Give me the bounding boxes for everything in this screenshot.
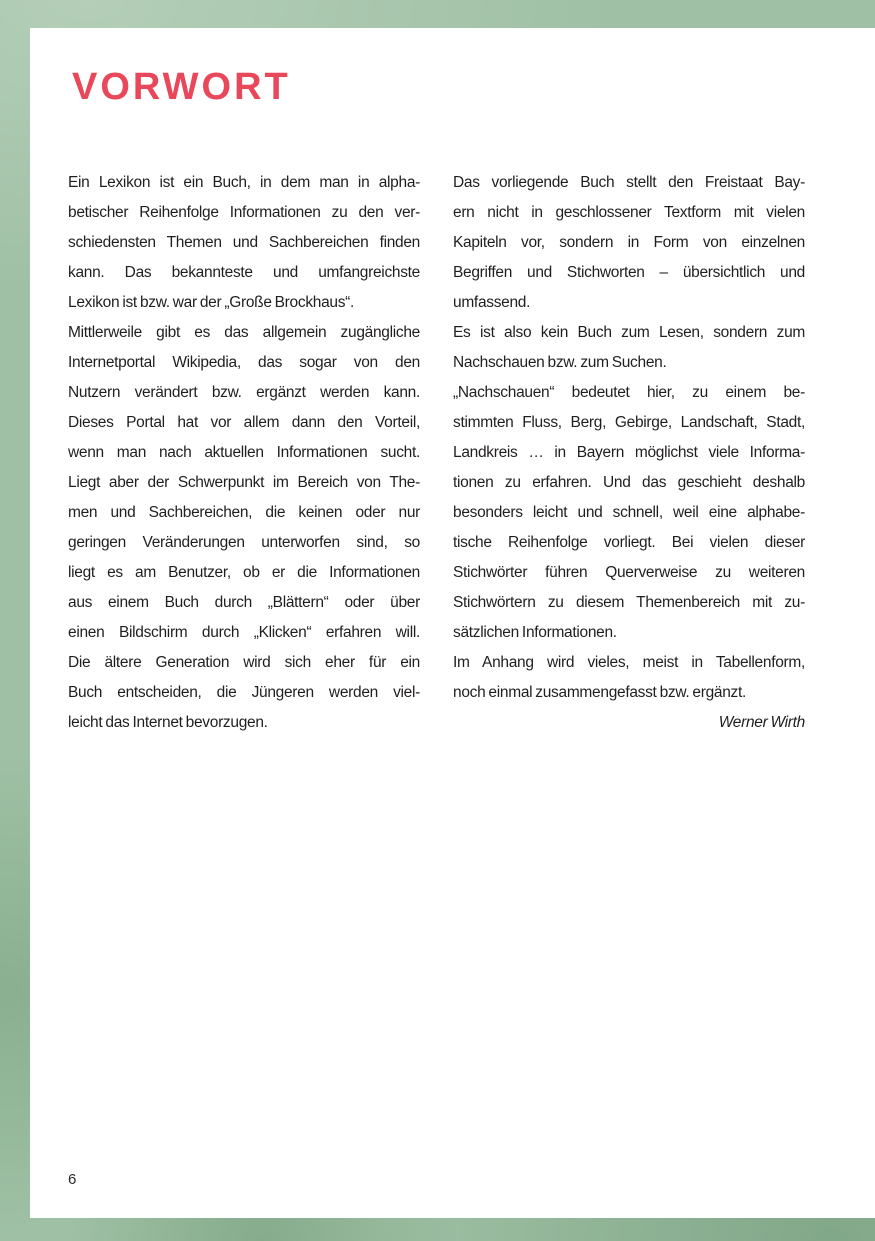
paragraph: [453, 648, 805, 708]
text-line: Dieses Portal hat vor allem dann den Vorteil,: [68, 414, 420, 431]
right-column: [453, 168, 805, 738]
paragraph: [453, 318, 805, 378]
paragraph: [453, 378, 805, 648]
text-line: noch einmal zusammengefasst bzw. ergänzt.: [453, 684, 746, 701]
text-line: Ein Lexikon ist ein Buch, in dem man in alpha-: [68, 174, 420, 191]
text-line: Mittlerweile gibt es das allgemein zugängliche: [68, 324, 420, 341]
text-line: einen Bildschirm durch „Klicken“ erfahren will.: [68, 624, 420, 641]
author-signature: Werner Wirth: [718, 714, 805, 731]
text-line: liegt es am Benutzer, ob er die Informationen: [68, 564, 420, 581]
text-line: besonders leicht und schnell, weil eine alphabe-: [453, 504, 805, 521]
text-line: Stichwörtern zu diesem Themenbereich mit zu-: [453, 594, 805, 611]
text-line: ern nicht in geschlossener Textform mit vielen: [453, 204, 805, 221]
text-line: Das vorliegende Buch stellt den Freistaat Bay-: [453, 174, 805, 191]
text-line: wenn man nach aktuellen Informationen sucht.: [68, 444, 420, 461]
text-line: stimmten Fluss, Berg, Gebirge, Landschaft, Stadt,: [453, 414, 805, 431]
text-line: umfassend.: [453, 294, 531, 311]
text-line: betischer Reihenfolge Informationen zu den ver-: [68, 204, 420, 221]
text-line: „Nachschauen“ bedeutet hier, zu einem be-: [453, 384, 805, 401]
paragraph: [68, 168, 420, 318]
text-line: Buch entscheiden, die Jüngeren werden viel-: [68, 684, 420, 701]
text-line: Internetportal Wikipedia, das sogar von den: [68, 354, 420, 371]
text-line: Liegt aber der Schwerpunkt im Bereich von The-: [68, 474, 420, 491]
text-line: Stichwörter führen Querverweise zu weiteren: [453, 564, 805, 581]
text-line: Es ist also kein Buch zum Lesen, sondern zum: [453, 324, 805, 341]
text-line: Nachschauen bzw. zum Suchen.: [453, 354, 667, 371]
left-column: [68, 168, 420, 738]
text-line: kann. Das bekannteste und umfangreichste: [68, 264, 420, 281]
text-line: Im Anhang wird vieles, meist in Tabellenform,: [453, 654, 805, 671]
text-line: aus einem Buch durch „Blättern“ oder über: [68, 594, 420, 611]
text-line: Begriffen und Stichworten – übersichtlich und: [453, 264, 805, 281]
book-page: [30, 28, 875, 1218]
text-line: Lexikon ist bzw. war der „Große Brockhaus“.: [68, 294, 355, 311]
text-line: Landkreis … in Bayern möglichst viele Informa-: [453, 444, 805, 461]
text-line: geringen Veränderungen unterworfen sind, so: [68, 534, 420, 551]
text-line: tionen zu erfahren. Und das geschieht deshalb: [453, 474, 805, 491]
paragraph: [68, 318, 420, 738]
paragraph: [453, 168, 805, 318]
text-line: Die ältere Generation wird sich eher für ein: [68, 654, 420, 671]
text-line: leicht das Internet bevorzugen.: [68, 714, 268, 731]
page-number: 6: [68, 1171, 77, 1188]
text-line: Nutzern verändert bzw. ergänzt werden kann.: [68, 384, 420, 401]
page-title: VORWORT: [72, 66, 291, 108]
text-line: schiedensten Themen und Sachbereichen finden: [68, 234, 420, 251]
text-columns: [68, 168, 805, 738]
text-line: men und Sachbereichen, die keinen oder nur: [68, 504, 420, 521]
text-line: tische Reihenfolge vorliegt. Bei vielen dieser: [453, 534, 805, 551]
text-line: Kapiteln vor, sondern in Form von einzelnen: [453, 234, 805, 251]
text-line: sätzlichen Informationen.: [453, 624, 617, 641]
